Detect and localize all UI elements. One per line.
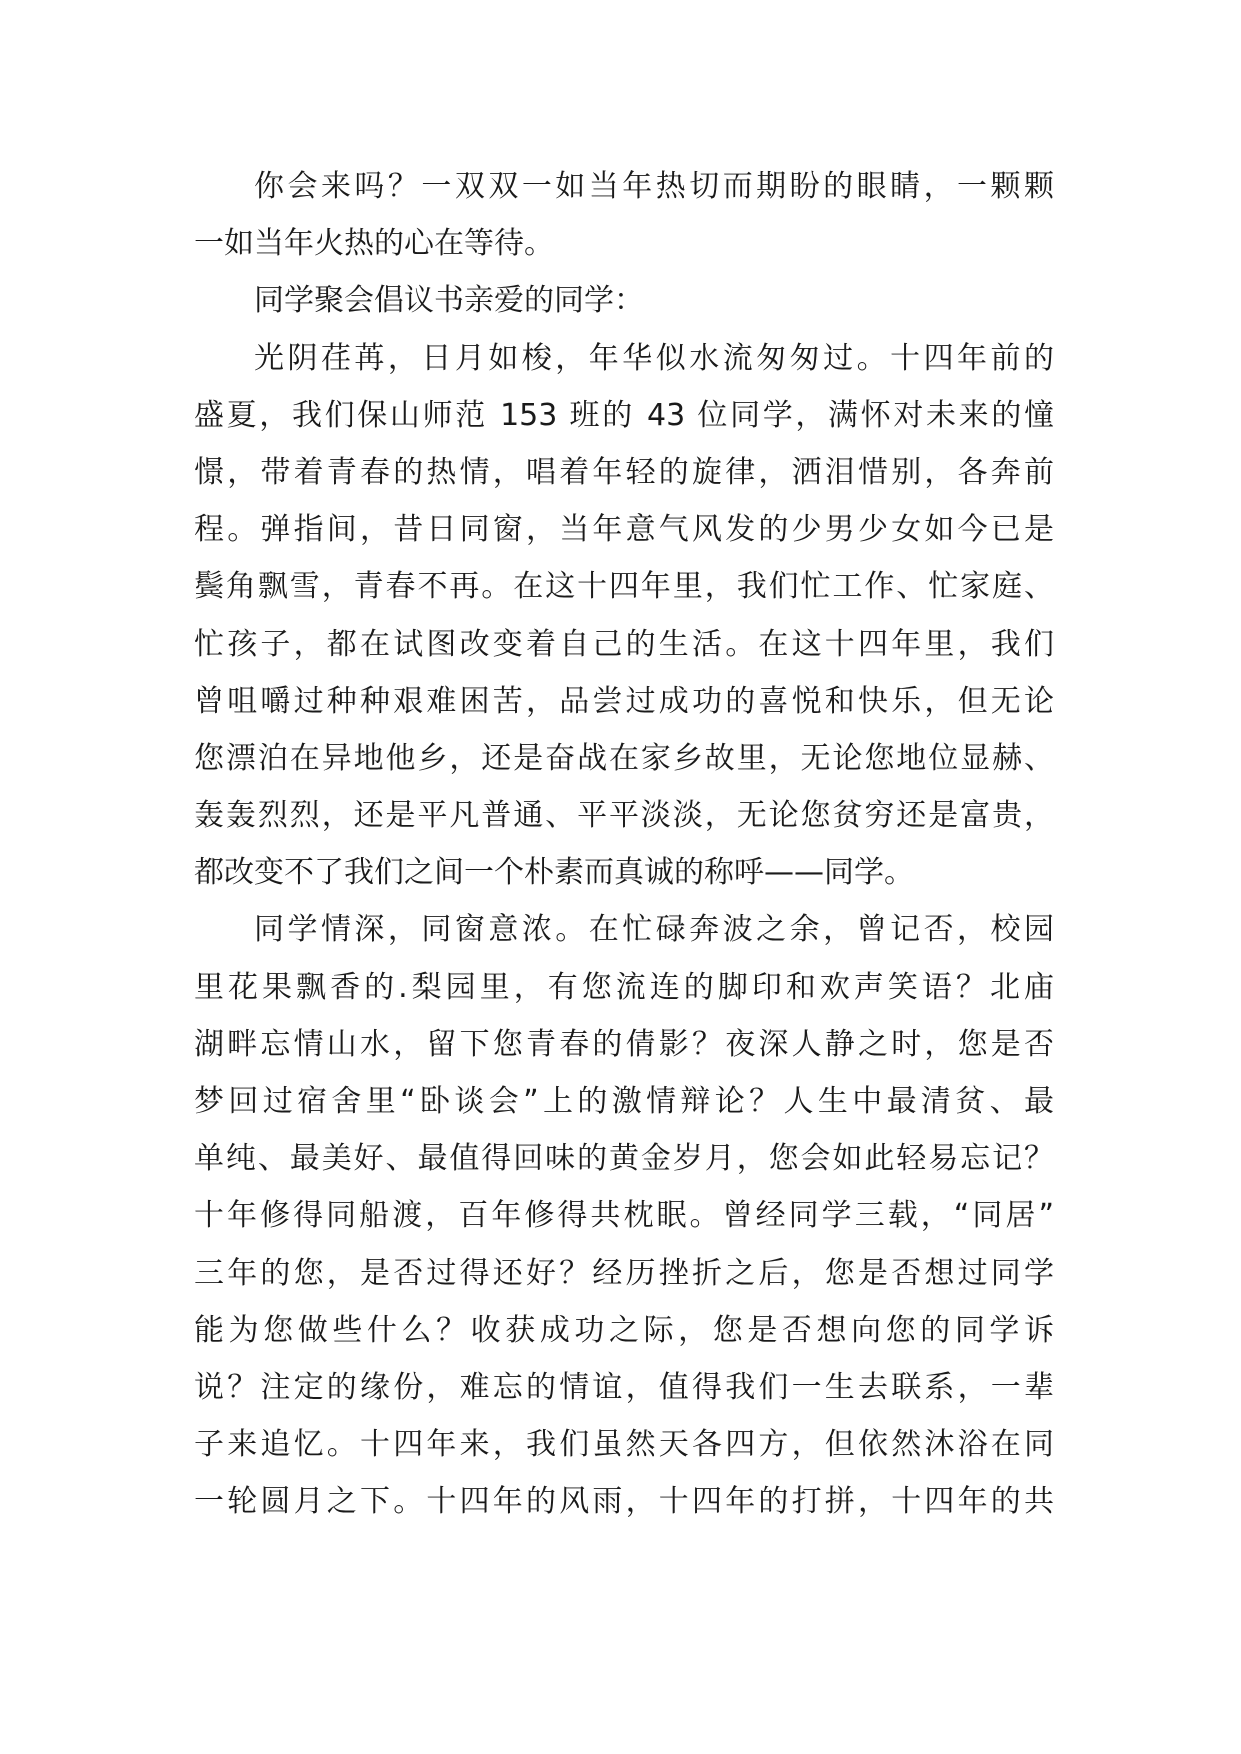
paragraph-4-line-7: 三年的您，是否过得还好？经历挫折之后，您是否想过同学 [194,1255,1054,1291]
paragraph-3-line-4: 程。弹指间，昔日同窗，当年意气风发的少男少女如今已是 [194,512,1054,548]
paragraph-4-line-10: 子来追忆。十四年来，我们虽然天各四方，但依然沐浴在同 [194,1427,1054,1463]
paragraph-1-line-1: 你会来吗？一双双一如当年热切而期盼的眼睛，一颗颗 [254,169,1054,204]
paragraph-3-line-1: 光阴荏苒，日月如梭，年华似水流匆匆过。十四年前的 [254,340,1054,376]
paragraph-4-line-6: 十年修得同船渡，百年修得共枕眠。曾经同学三载，“同居” [194,1198,1054,1234]
paragraph-4-line-11: 一轮圆月之下。十四年的风雨，十四年的打拼，十四年的共 [194,1484,1054,1520]
paragraph-3-line-6: 忙孩子，都在试图改变着自己的生活。在这十四年里，我们 [194,626,1054,662]
paragraph-3-line-9: 轰轰烈烈，还是平凡普通、平平淡淡，无论您贫穷还是富贵， [194,798,1054,834]
paragraph-4-line-2: 里花果飘香的.梨园里，有您流连的脚印和欢声笑语？北庙 [194,969,1054,1005]
paragraph-4-line-9: 说？注定的缘份，难忘的情谊，值得我们一生去联系，一辈 [194,1369,1054,1405]
paragraph-3-line-2: 盛夏，我们保山师范 153 班的 43 位同学，满怀对未来的憧 [194,397,1054,433]
paragraph-3-line-3: 憬，带着青春的热情，唱着年轻的旋律，洒泪惜别，各奔前 [194,454,1054,490]
paragraph-3-line-7: 曾咀嚼过种种艰难困苦，品尝过成功的喜悦和快乐，但无论 [194,683,1054,719]
paragraph-3-line-8: 您漂泊在异地他乡，还是奋战在家乡故里，无论您地位显赫、 [194,740,1054,776]
paragraph-2-line-1: 同学聚会倡议书亲爱的同学： [254,283,644,319]
paragraph-4-line-8: 能为您做些什么？收获成功之际，您是否想向您的同学诉 [194,1312,1054,1348]
paragraph-4-line-3: 湖畔忘情山水，留下您青春的倩影？夜深人静之时，您是否 [194,1026,1054,1062]
paragraph-4-line-4: 梦回过宿舍里“卧谈会”上的激情辩论？人生中最清贫、最 [194,1084,1054,1119]
paragraph-1-line-2: 一如当年火热的心在等待。 [194,226,554,262]
paragraph-4-line-1: 同学情深，同窗意浓。在忙碌奔波之余，曾记否，校园 [254,912,1054,948]
paragraph-3-line-5: 鬓角飘雪，青春不再。在这十四年里，我们忙工作、忙家庭、 [194,569,1054,605]
paragraph-3-line-10: 都改变不了我们之间一个朴素而真诚的称呼——同学。 [194,855,914,891]
paragraph-4-line-5: 单纯、最美好、最值得回味的黄金岁月，您会如此轻易忘记？ [194,1141,1054,1177]
document-body [194,158,1054,1531]
